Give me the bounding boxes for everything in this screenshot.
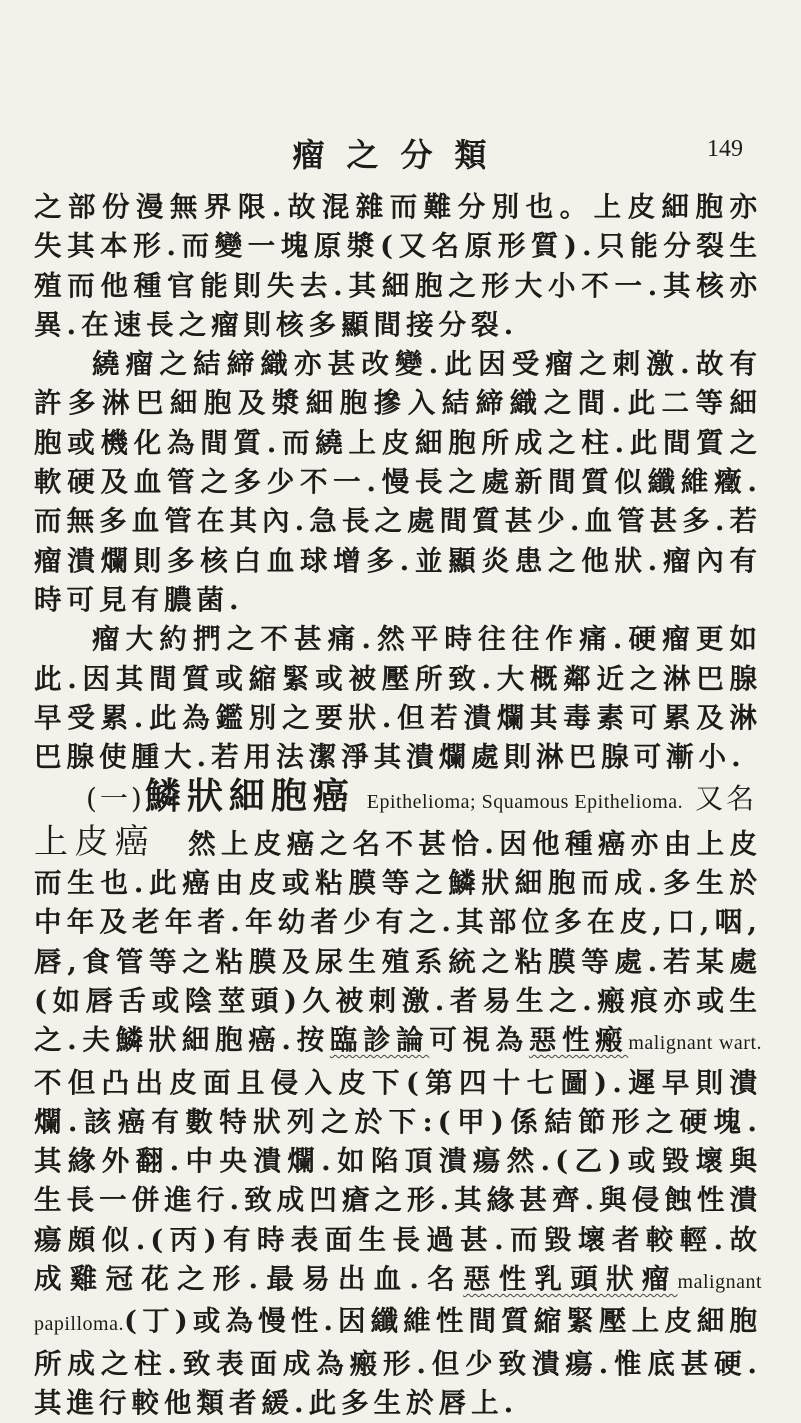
wavy-underlined-term: 惡性乳頭狀瘤 bbox=[462, 1263, 678, 1296]
alias-lead: 又名 bbox=[695, 782, 758, 816]
section-heading bbox=[34, 777, 762, 822]
text-run: 不但凸出皮面且侵入皮下(第四十七圖).遲早則潰爛.該癌有數特狀列之於下:(甲)係結節形之硬塊.其緣外翻.中央潰爛.如陷頂潰瘍然.(乙)或毀壞與生長一併進行.致成凹瘡之形.其緣甚齊.與侵蝕性潰瘍頗似.(丙)有時表面生長過甚.而毀壞者較輕.故成雞冠花之形.最易出血.名 bbox=[34, 1066, 762, 1296]
text-run: 可視為 bbox=[429, 1024, 529, 1057]
text-run: (丁)或為慢性.因纖維性間質縮緊壓上皮細胞所成之柱.致表面成為瘢形.但少致潰瘍.惟底甚硬.其進行較他類者緩.此多生於唇上. bbox=[34, 1305, 762, 1419]
section-number: (一) bbox=[86, 782, 145, 816]
page-header bbox=[0, 130, 801, 174]
paragraph-squamous-epithelioma bbox=[34, 823, 762, 1423]
paragraph-stroma: 繞瘤之結締織亦甚改變.此因受瘤之刺激.故有許多淋巴細胞及漿細胞摻入結締織之間.此二等細胞或機化為間質.而繞上皮細胞所成之柱.此間質之軟硬及血管之多少不一.慢長之處新間質似纖維癥.而無多血管在其內.急長之處間質甚少.血管甚多.若瘤潰爛則多核白血球增多.並顯炎患之他狀.瘤內有時可見有膿菌. bbox=[34, 348, 762, 616]
paragraph-cell-morphology: 之部份漫無界限.故混雜而難分別也。上皮細胞亦失其本形.而變一塊原漿(又名原形質).只能分裂生殖而他種官能則失去.其細胞之形大小不一.其核亦異.在速長之瘤則核多顯間接分裂. bbox=[34, 191, 762, 341]
latin-term: malignant wart. bbox=[628, 1032, 762, 1055]
page-number: 149 bbox=[707, 136, 743, 162]
latin-term: malignant papilloma. bbox=[34, 1271, 763, 1336]
body-text bbox=[34, 188, 762, 1423]
section-title-cn: 鱗狀細胞癌 bbox=[144, 775, 355, 818]
wavy-underlined-term: 惡性瘢 bbox=[528, 1024, 629, 1057]
paragraph-pain-lymph: 瘤大約捫之不甚痛.然平時往往作痛.硬瘤更如此.因其間質或縮緊或被壓所致.大概鄰近之淋巴腺早受累.此為鑑別之要狀.但若潰爛其毒素可累及淋巴腺使腫大.若用法潔淨其潰爛處則淋巴腺可漸小. bbox=[34, 623, 762, 774]
text-run: 然上皮癌之名不甚恰.因他種癌亦由上皮而生也.此癌由皮或粘膜等之鱗狀細胞而成.多生於中年及老年者.年幼者少有之.其部位多在皮,口,咽,唇,食管等之粘膜及尿生殖系統之粘膜等處.若某處(如唇舌或陰莖頭)久被刺激.者易生之.瘢痕亦或生之.夫鱗狀細胞癌.按 bbox=[34, 827, 762, 1057]
running-title: 瘤之分類 bbox=[292, 136, 509, 174]
section-title-latin: Epithelioma; Squamous Epithelioma. bbox=[366, 791, 684, 814]
wavy-underlined-term: 臨診論 bbox=[329, 1024, 430, 1057]
section-alias: 上皮癌 bbox=[34, 821, 156, 862]
